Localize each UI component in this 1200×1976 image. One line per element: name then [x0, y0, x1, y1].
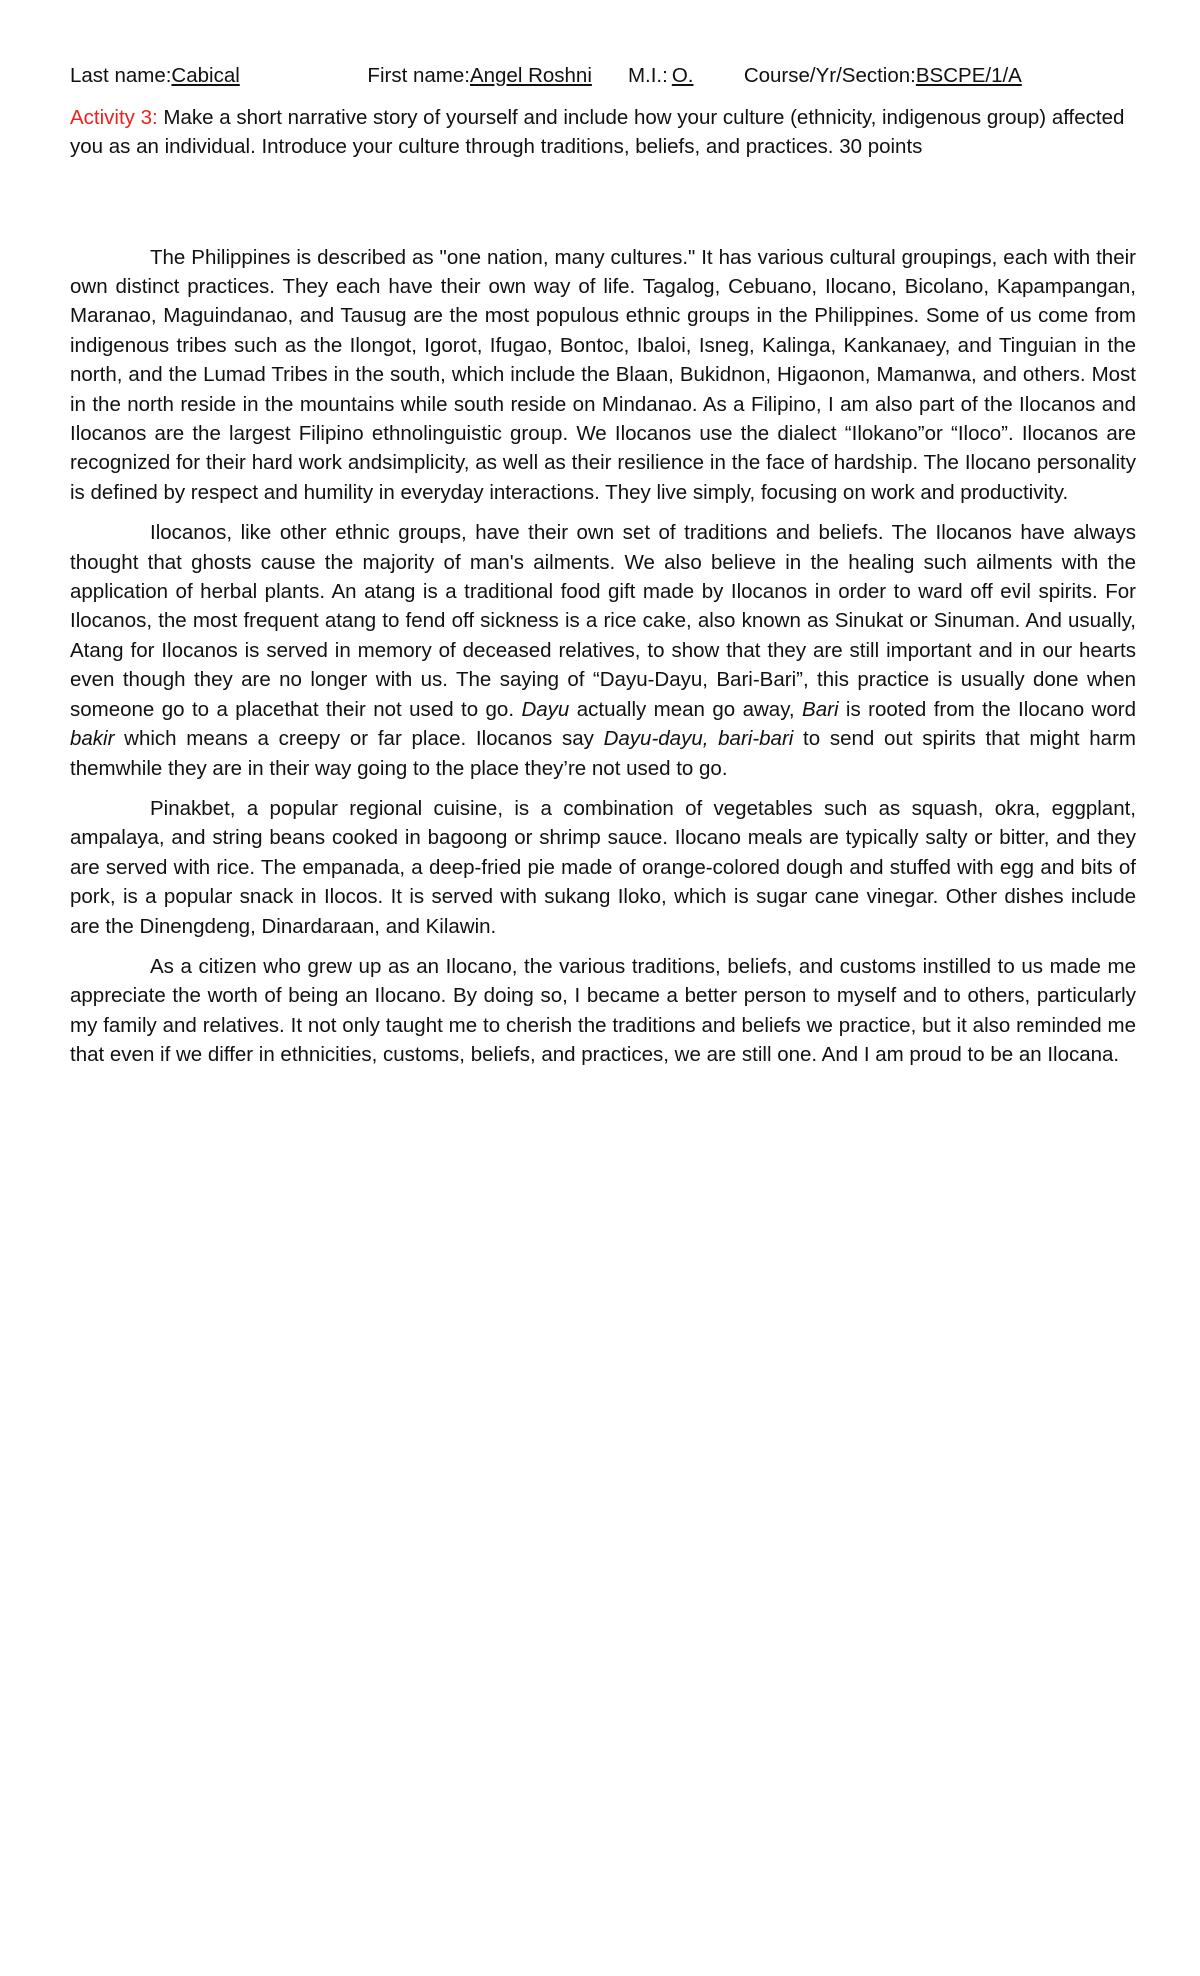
document-page — [70, 64, 1136, 1081]
narrative-body — [70, 243, 1136, 1070]
mi-label: M.I.: — [627, 64, 668, 87]
paragraph-traditions-text-d: which means a creepy or far place. Ilocanos say — [114, 727, 604, 751]
paragraph-traditions — [70, 518, 1136, 783]
paragraph-intro: The Philippines is described as "one nation, many cultures." It has various cultural groupings, each with their own distinct practices. They each have their own way of life. Tagalog, Cebuano, Ilocano, Bicolano, Kapampangan, Maranao, Maguindanao, and Tausug are the most populous ethnic groups in the Philippines. Some of us come from indigenous tribes such as the Ilongot, Igorot, Ifugao, Bontoc, Ibaloi, Isneg, Kalinga, Kankanaey, and Tinguian in the north, and the Lumad Tribes in the south, which include the Blaan, Bukidnon, Higaonon, Mamanwa, and others. Most in the north reside in the mountains while south reside on Mindanao. As a Filipino, I am also part of the Ilocanos and Ilocanos are the largest Filipino ethnolinguistic group. We Ilocanos use the dialect “Ilokano”or “Iloco”. Ilocanos are recognized for their hard work andsimplicity, as well as their resilience in the face of hardship. The Ilocano personality is defined by respect and humility in everyday interactions. They live simply, focusing on work and productivity. — [70, 245, 1136, 504]
paragraph-cuisine: Pinakbet, a popular regional cuisine, is a combination of vegetables such as squash, okra, eggplant, ampalaya, and string beans cooked in bagoong or shrimp sauce. Ilocano meals are typically salty or bitter, and they are served with rice. The empanada, a deep-fried pie made of orange-colored dough and stuffed with egg and bits of pork, is a popular snack in Ilocos. It is served with sukang Iloko, which is sugar cane vinegar. Other dishes include are the Dinengdeng, Dinardaraan, and Kilawin. — [70, 796, 1136, 938]
italic-bari: Bari — [802, 697, 839, 721]
italic-bakir: bakir — [70, 727, 115, 751]
first-name-label: First name: — [367, 64, 470, 87]
paragraph-traditions-text-b: actually mean go away, — [569, 697, 803, 721]
paragraph-traditions-text-a: Ilocanos, like other ethnic groups, have their own set of traditions and beliefs. The Ilocanos have always thought that ghosts cause the majority of man's ailments. We also believe in the healing such ailments with the application of herbal plants. An atang is a traditional food gift made by Ilocanos in order to ward off evil spirits. For Ilocanos, the most frequent atang to fend off sickness is a rice cake, also known as Sinukat or Sinuman. And usually, Atang for Ilocanos is served in memory of deceased relatives, to show that they are still important and in our hearts even though they are no longer with us. The saying of “Dayu-Dayu, Bari-Bari”, this practice is usually done when someone go to a placethat their not used to go. — [70, 521, 1136, 721]
activity-label: Activity 3: — [70, 105, 158, 129]
last-name-value: Cabical — [171, 64, 240, 87]
paragraph-traditions-text-c: is rooted from the Ilocano word — [838, 697, 1136, 721]
activity-prompt: Make a short narrative story of yourself and include how your culture (ethnicity, indigenous group) affected you as an individual. Introduce your culture through traditions, beliefs, and practices. 30 points — [70, 105, 1125, 158]
first-name-value: Angel Roshni — [469, 64, 592, 87]
paragraph-conclusion: As a citizen who grew up as an Ilocano, the various traditions, beliefs, and customs instilled to us made me appreciate the worth of being an Ilocano. By doing so, I became a better person to myself and to others, particularly my family and relatives. It not only taught me to cherish the traditions and beliefs we practice, but it also reminded me that even if we differ in ethnicities, customs, beliefs, and practices, we are still one. And I am proud to be an Ilocana. — [70, 954, 1136, 1067]
last-name-label: Last name: — [70, 64, 172, 87]
activity-instructions — [70, 103, 1136, 161]
paragraph-traditions-text-e: to send out spirits that might harm themwhile they are in their way going to the place they’re not used to go. — [70, 727, 1136, 780]
course-value: BSCPE/1/A — [915, 64, 1022, 87]
course-label: Course/Yr/Section: — [743, 64, 916, 87]
student-info-line — [70, 64, 1136, 89]
mi-value: O. — [671, 64, 694, 87]
italic-dayu: Dayu — [521, 697, 570, 721]
italic-dayu-dayu-bari-bari: Dayu-dayu, bari-bari — [603, 727, 794, 751]
